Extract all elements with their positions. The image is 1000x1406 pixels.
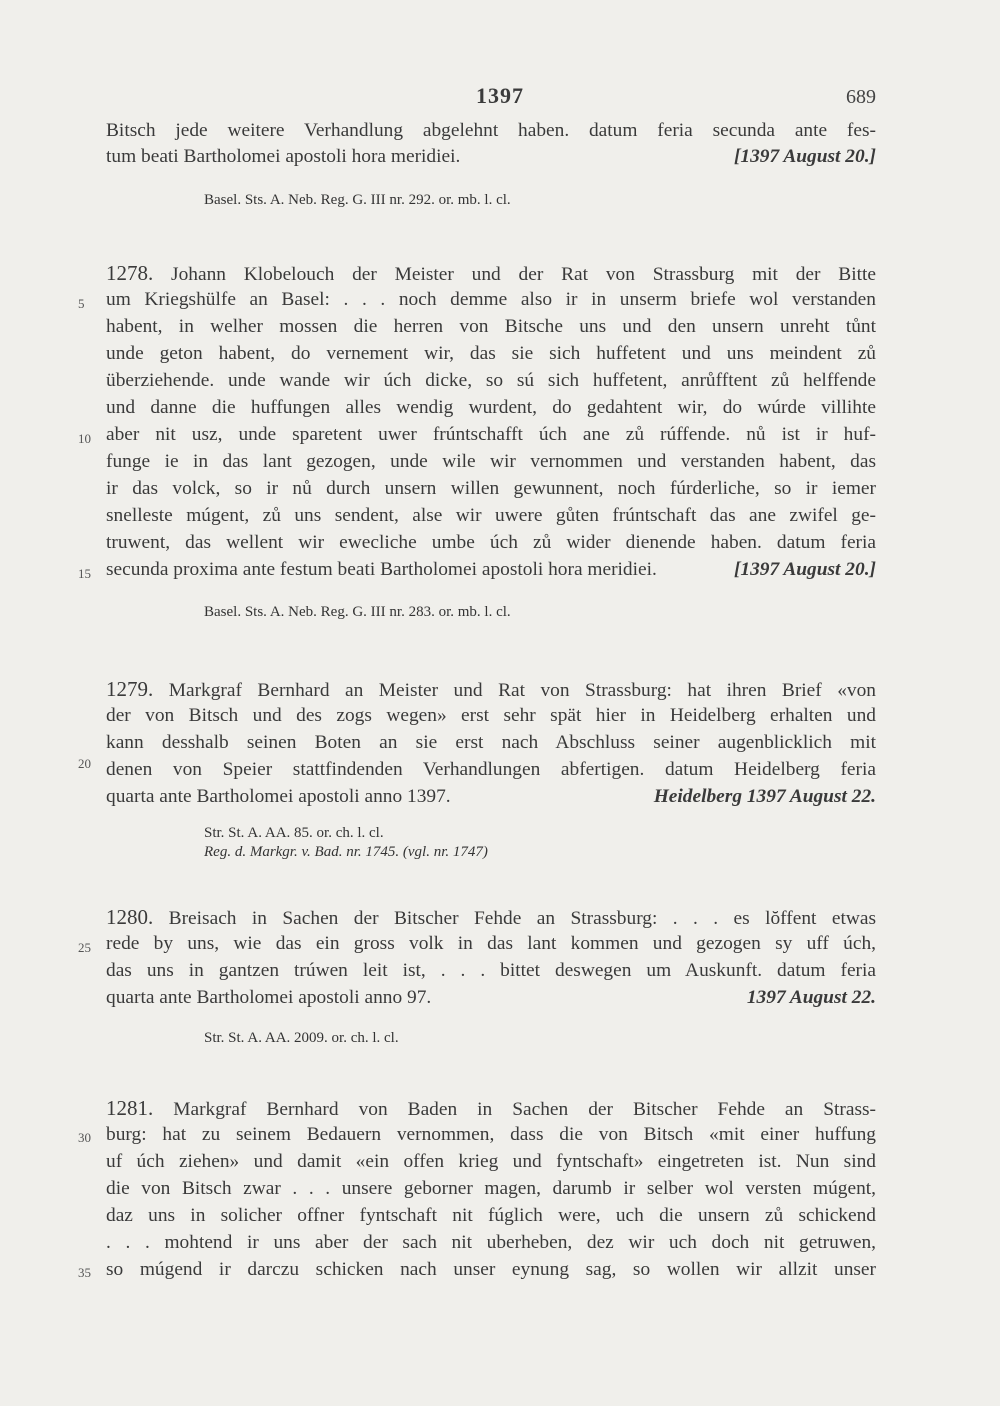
date-annotation: 1397 August 22. [746, 987, 876, 1008]
text-line: überziehende. unde wande wir úch dicke, so sú sich huffetent, anrůfftent zů helffende [106, 370, 876, 391]
source-citation: Str. St. A. AA. 85. or. ch. l. cl. [204, 825, 384, 841]
line-number: 25 [78, 940, 91, 955]
text-line: habent, in welher mossen die herren von Bitsche uns und den unsern unreht tůnt [106, 316, 876, 337]
entry-number: 1278. [106, 261, 154, 285]
running-header-year: 1397 [476, 83, 524, 108]
text-line: die von Bitsch zwar . . . unsere geborner magen, darumb ir selber wol versten múgent, [106, 1178, 876, 1199]
text-line: unde geton habent, do vernement wir, das sie sich huffetent und uns meindent zů [106, 343, 876, 364]
text-line: uf úch ziehen» und damit «ein offen krieg und fyntschaft» eingetreten ist. Nun sind [106, 1151, 876, 1172]
text-line: tum beati Bartholomei apostoli hora meridiei. [1397 August 20.] [106, 144, 876, 170]
page-number: 689 [846, 86, 876, 108]
text-line: Bitsch jede weitere Verhandlung abgelehnt haben. datum feria secunda ante fes- [106, 120, 876, 141]
text-line: aber nit usz, unde sparetent uwer frúntschafft úch ane zů rúffende. nů ist ir huf- [106, 424, 876, 445]
text-line: so múgend ir darczu schicken nach unser eynung sag, so wollen wir allzit unser [106, 1259, 876, 1280]
line-number: 35 [78, 1265, 91, 1280]
text-line: funge ie in das lant gezogen, unde wile wir vernommen und verstanden habent, das [106, 451, 876, 472]
entry-number: 1280. [106, 905, 154, 929]
line-number: 30 [78, 1130, 91, 1145]
date-annotation: Heidelberg 1397 August 22. [653, 786, 876, 807]
text-line: rede by uns, wie das ein gross volk in das lant kommen und gezogen sy uff úch, [106, 933, 876, 954]
entry-heading-line: 1279. Markgraf Bernhard an Meister und Rat von Strassburg: hat ihren Brief «von [106, 677, 876, 701]
text-line: der von Bitsch und des zogs wegen» erst sehr spät hier in Heidelberg erhalten und [106, 705, 876, 726]
source-citation: Basel. Sts. A. Neb. Reg. G. III nr. 283. or. mb. l. cl. [204, 604, 511, 620]
date-annotation: [1397 August 20.] [733, 559, 876, 580]
line-number: 10 [78, 431, 91, 446]
source-citation: Basel. Sts. A. Neb. Reg. G. III nr. 292. or. mb. l. cl. [204, 192, 511, 208]
entry-heading-line: 1281. Markgraf Bernhard von Baden in Sachen der Bitscher Fehde an Strass- [106, 1096, 876, 1120]
text-line: das uns in gantzen trúwen leit ist, . . . bittet deswegen um Auskunft. datum feria [106, 960, 876, 981]
text-line: und danne die huffungen alles wendig wurdent, do gedahtent wir, do wúrde villihte [106, 397, 876, 418]
line-number: 5 [78, 296, 85, 311]
source-citation: Reg. d. Markgr. v. Bad. nr. 1745. (vgl. nr. 1747) [204, 844, 488, 860]
text-line: . . . mohtend ir uns aber der sach nit uberheben, dez wir uch doch nit getruwen, [106, 1232, 876, 1253]
text-line: daz uns in solicher offner fyntschaft nit fúglich were, uch die unsern zů schickend [106, 1205, 876, 1226]
line-number: 15 [78, 566, 91, 581]
text-line: snelleste múgent, zů uns sendent, alse wir uwere gůten frúntschaft das ane zwifel ge- [106, 505, 876, 526]
source-citation: Str. St. A. AA. 2009. or. ch. l. cl. [204, 1030, 399, 1046]
text-line: truwent, das wellent wir ewecliche umbe úch zů wider dienende haben. datum feria [106, 532, 876, 553]
text-line: ir das volck, so ir nů durch unsern willen gewunnent, noch fúrderliche, so ir iemer [106, 478, 876, 499]
text-line: quarta ante Bartholomei apostoli anno 97. 1397 August 22. [106, 985, 876, 1011]
text-line: secunda proxima ante festum beati Bartholomei apostoli hora meridiei. [1397 August 20.] [106, 557, 876, 583]
text-line: quarta ante Bartholomei apostoli anno 1397. Heidelberg 1397 August 22. [106, 784, 876, 810]
line-number: 20 [78, 756, 91, 771]
text-line: kann desshalb seinen Boten an sie erst nach Abschluss seiner augenblicklich mit [106, 732, 876, 753]
entry-heading-line: 1280. Breisach in Sachen der Bitscher Fehde an Strassburg: . . . es lŏffent etwas [106, 905, 876, 929]
entry-heading-line: 1278. Johann Klobelouch der Meister und der Rat von Strassburg mit der Bitte [106, 261, 876, 285]
text-line: um Kriegshülfe an Basel: . . . noch demme also ir in unserm briefe wol verstanden [106, 289, 876, 310]
entry-number: 1281. [106, 1096, 154, 1120]
date-annotation: [1397 August 20.] [733, 146, 876, 167]
text-line: burg: hat zu seinem Bedauern vernommen, dass die von Bitsch «mit einer huffung [106, 1124, 876, 1145]
text-line: denen von Speier stattfindenden Verhandlungen abfertigen. datum Heidelberg feria [106, 759, 876, 780]
entry-number: 1279. [106, 677, 154, 701]
